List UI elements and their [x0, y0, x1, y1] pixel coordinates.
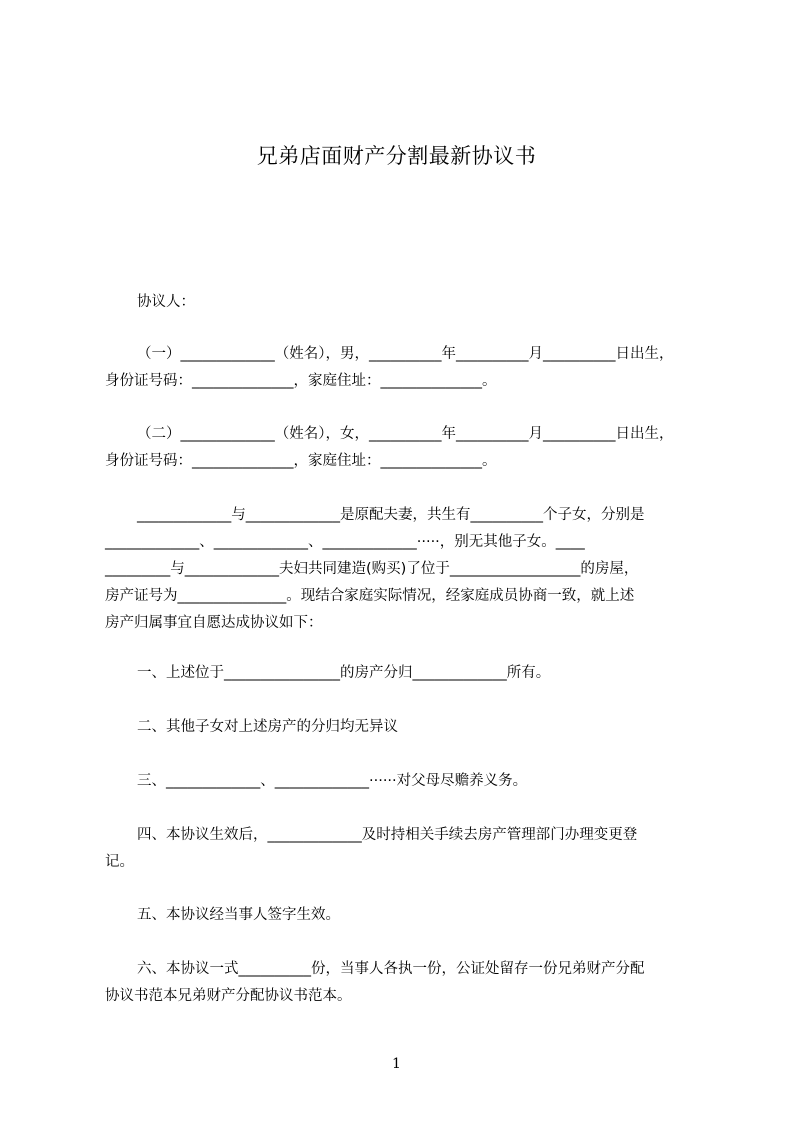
intro-text: 协议人： — [137, 294, 195, 310]
clause-6-block — [105, 956, 705, 1010]
background-line-2: _____________、_____________、_____________·····，别无其他子女。____ — [105, 534, 585, 550]
background-line-4: 房产证号为_______________。现结合家庭实际情况，经家庭成员协商一致，就上述 — [105, 588, 635, 604]
background-block — [105, 502, 705, 637]
party-one-line-1: （一）_____________（姓名），男，__________年__________月__________日出生， — [137, 346, 674, 362]
clause-5: 五、本协议经当事人签字生效。 — [137, 907, 340, 923]
party-one-block — [105, 341, 705, 395]
party-one-line-2: 身份证号码：______________，家庭住址：______________。 — [105, 373, 497, 389]
background-line-3: _________与_____________夫妇共同建造(购买)了位于__________________的房屋， — [105, 561, 639, 577]
party-two-block — [105, 421, 705, 475]
clause-1: 一、上述位于________________的房产分归_____________所有。 — [137, 665, 551, 681]
background-line-1: _____________与_____________是原配夫妻，共生有__________个子女，分别是 — [137, 507, 645, 523]
background-line-5: 房产归属事宜自愿达成协议如下： — [105, 615, 323, 631]
clause-4-line-1: 四、本协议生效后，_____________及时持相关手续去房产管理部门办理变更登 — [137, 827, 638, 843]
clause-4-block — [105, 822, 705, 876]
page-number: 1 — [392, 1056, 401, 1072]
clause-6-line-1: 六、本协议一式__________份，当事人各执一份，公证处留存一份兄弟财产分配 — [137, 961, 645, 977]
clause-4-line-2: 记。 — [105, 854, 134, 870]
clause-6-line-2: 协议书范本兄弟财产分配协议书范本。 — [105, 988, 352, 1004]
document-title: 兄弟店面财产分割最新协议书 — [256, 144, 537, 168]
party-two-line-2: 身份证号码：______________，家庭住址：______________。 — [105, 453, 497, 469]
party-two-line-1: （二）_____________（姓名），女，__________年__________月__________日出生， — [137, 426, 674, 442]
clause-2: 二、其他子女对上述房产的分归均无异议 — [137, 719, 398, 735]
clause-3: 三、_____________、_____________······对父母尽赡养义务。 — [137, 773, 528, 789]
